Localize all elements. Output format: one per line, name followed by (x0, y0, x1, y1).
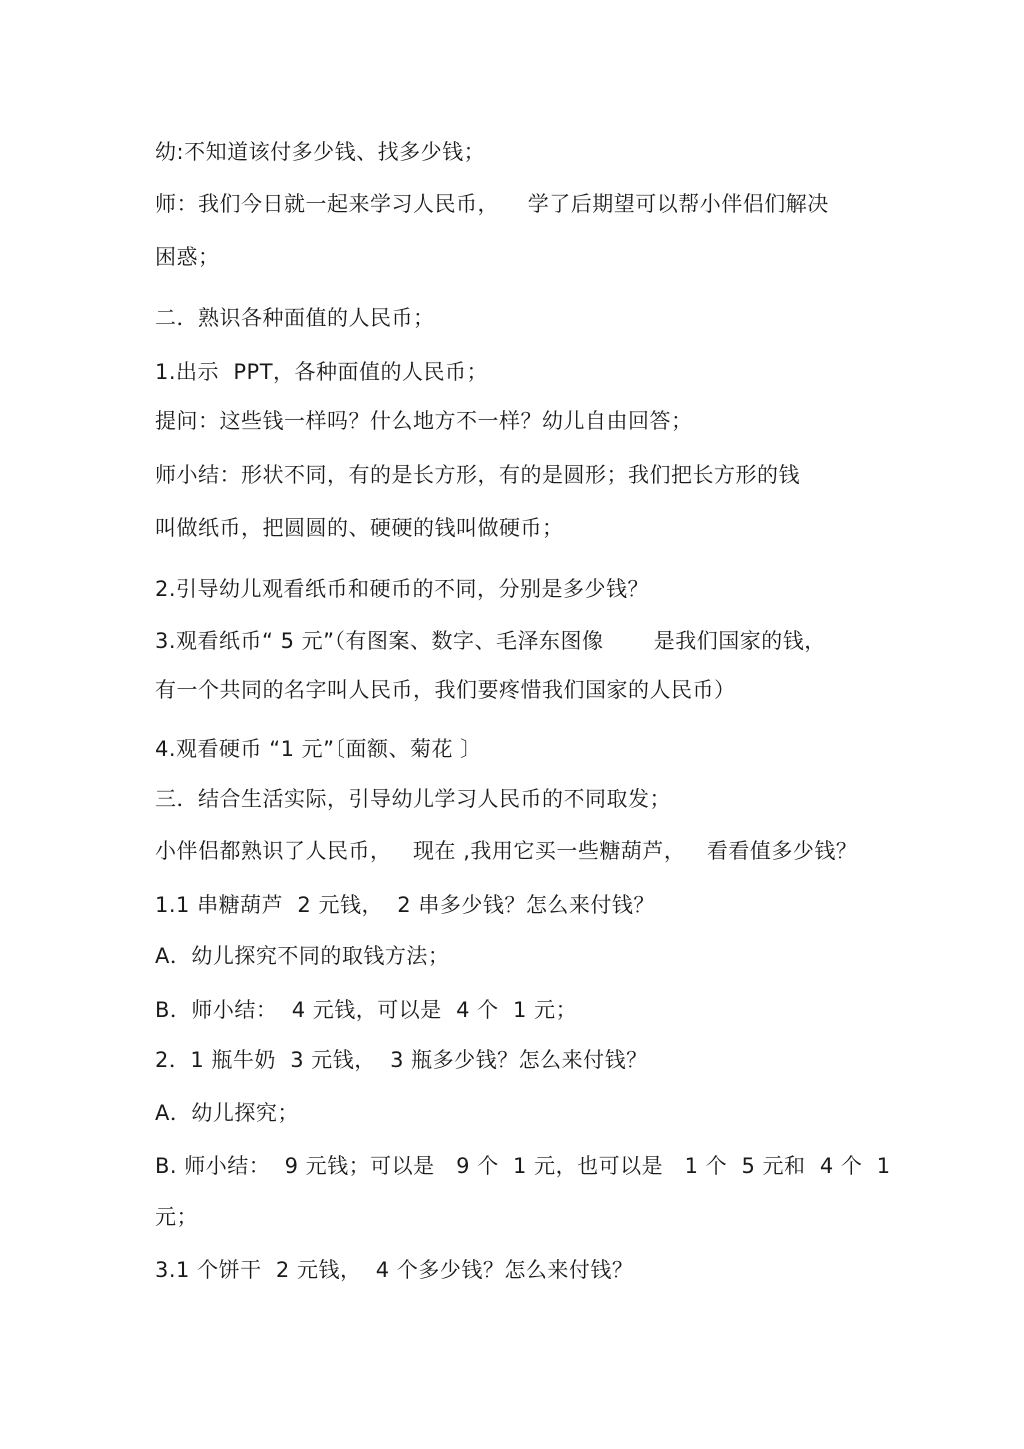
text-line: 3.观看纸币“ 5 元”（有图案、数字、毛泽东图像 是我们国家的钱， (155, 629, 826, 653)
text-line: 4.观看硬币 “1 元”〔面额、菊花 〕 (155, 737, 482, 761)
section-heading: 二．熟识各种面值的人民币； (155, 306, 435, 330)
text-line: 元； (155, 1205, 198, 1229)
text-line: 困惑； (155, 245, 220, 269)
text-line: B．师小结： 4 元钱，可以是 4 个 1 元； (155, 998, 578, 1022)
text-line: 小伴侣都熟识了人民币， 现在 ,我用它买一些糖葫芦， 看看值多少钱？ (155, 839, 858, 863)
text-line: 3.1 个饼干 2 元钱， 4 个多少钱？怎么来付钱？ (155, 1258, 634, 1282)
text-line: 叫做纸币，把圆圆的、硬硬的钱叫做硬币； (155, 516, 564, 540)
section-heading: 三．结合生活实际，引导幼儿学习人民币的不同取发； (155, 787, 671, 811)
text-line: 师小结：形状不同，有的是长方形，有的是圆形；我们把长方形的钱 (155, 463, 800, 487)
text-line: B. 师小结： 9 元钱；可以是 9 个 1 元，也可以是 1 个 5 元和 4 个 1 (155, 1154, 891, 1178)
text-line: A．幼儿探究不同的取钱方法； (155, 944, 450, 968)
text-line: 幼:不知道该付多少钱、找多少钱； (155, 140, 486, 164)
text-line: 师：我们今日就一起来学习人民币， 学了后期望可以帮小伴侣们解决 (155, 192, 829, 216)
text-line: A．幼儿探究； (155, 1101, 299, 1125)
text-line: 1.出示 PPT，各种面值的人民币； (155, 360, 489, 384)
text-line: 有一个共同的名字叫人民币，我们要疼惜我们国家的人民币） (155, 678, 736, 702)
text-line: 2.引导幼儿观看纸币和硬币的不同，分别是多少钱？ (155, 577, 650, 601)
text-line: 1.1 串糖葫芦 2 元钱， 2 串多少钱？怎么来付钱？ (155, 893, 655, 917)
text-line: 提问：这些钱一样吗？什么地方不一样？幼儿自由回答； (155, 409, 693, 433)
text-line: 2．1 瓶牛奶 3 元钱， 3 瓶多少钱？怎么来付钱？ (155, 1048, 648, 1072)
